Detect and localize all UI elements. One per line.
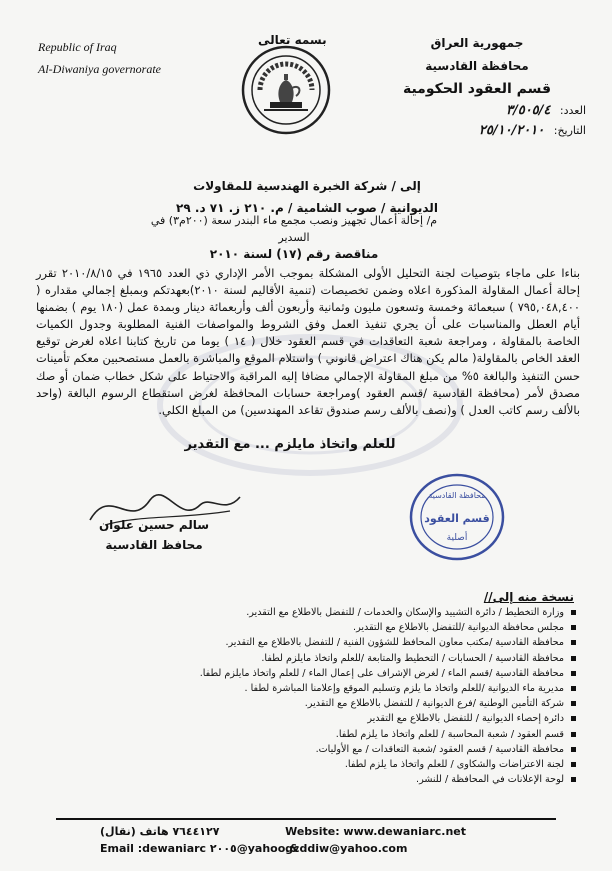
reference-date: [416, 121, 586, 141]
footer-email-secondary: gcddiw@yahoo.com: [285, 842, 408, 855]
recipient-company: إلى / شركة الخبرة الهندسية للمقاولات: [193, 179, 421, 193]
cc-item: قسم العقود / شعبة المحاسبة / للعلم واتخاذ ما يلزم لطفا.: [198, 727, 578, 742]
stamp-text-bottom: أصلية: [446, 533, 468, 543]
cc-heading: نسخة منه إلى//: [483, 590, 574, 604]
subject-block: [144, 212, 444, 263]
date-value: ٢٥/١٠/٢٠١٠: [478, 123, 545, 138]
subject-line: م/ إحالة أعمال تجهيز ونصب مجمع ماء البندر سعة (٢٠٠م٣) في السدير: [150, 214, 438, 244]
signer-block: [84, 515, 224, 555]
governorate-emblem: [240, 44, 332, 136]
cc-item: دائرة إحصاء الديوانية / للتفضل بالاطلاع مع التقدير: [198, 711, 578, 726]
header-arabic: [392, 32, 562, 101]
cc-item: مجلس محافظة الديوانية /للتفضل بالاطلاع مع التقدير.: [198, 620, 578, 635]
cc-item: محافظة القادسية / الحسابات / التخطيط والمتابعة /للعلم واتخاذ مايلزم لطفا.: [198, 651, 578, 666]
signer-title: محافظ القادسية: [105, 538, 203, 552]
date-label: التاريخ:: [553, 124, 586, 137]
english-country: Republic of Iraq: [38, 40, 117, 54]
cc-item: محافظة القادسية / قسم العقود /شعبة التعاقدات / مع الأوليات.: [198, 742, 578, 757]
footer-email: Email :dewaniarc ٢٠٠٥@yahoo.&: [100, 842, 300, 855]
header-english: [38, 36, 161, 80]
body-paragraph: بناءا على ماجاء بتوصيات لجنة التحليل الأولى المشكلة بموجب الأمر الإداري ذي العدد ١٩٦٥ في ٢٠١٠/٨/١٥ تقرر إحالة أعمال المقاولة المذكورة اعلاه وضمن تخصيصات (تنمية الأقاليم لسنة ٢٠١٠)بعهدتكم وبمبلغ إجمالي مقداره ( ٧٩٥,٠٤٨,٤٠٠ ) سبعمائة وخمسة وتسعون مليون وثمانية وأربعون ألف وأربعمائة دينار وبمدة عمل (١٨٠ يوم ) بضمنها أيام العطل والمناسبات على أن يجري تنفيذ العمل وفق الشروط والمواصفات الفنية المطلوبة وجدول الكميات الخاصة بالمقاولة ، ومراجعة شعبة التعاقدات في قسم العقود خلال ( ١٤ ) يوما من تاريخ كتابنا اعلاه لغرض توقيع العقد الخاص بالمقاولة( مالم يكن هناك اعتراض قانوني ) واستلام الموقع والمباشرة بالعمل مستصحبين معكم تأمينات حسن التنفيذ والبالغة ٥% من مبلغ المقاولة الإجمالي مضافا إليه المراقبة والاحتياط على شكل خطاب ضمان أو صك مصدق لأمر (محافظة القادسية /قسم العقود )ومراجعة حسابات المحافظة لغرض استقطاع الرسوم البالغة (واحد بالألف رسم كاتب العدل ) و(نصف بالألف رسم صندوق تقاعد المهندسين) من المبلغ الكلي.: [36, 266, 580, 417]
footer-left: [100, 823, 299, 857]
cc-item: شركة التأمين الوطنية /فرع الديوانية / للتفضل بالاطلاع مع التقدير.: [198, 696, 578, 711]
arabic-governorate: محافظة القادسية: [425, 59, 529, 73]
reference-block: [416, 101, 586, 141]
recipient-address: الديوانية / صوب الشامية / م. ٢١٠ ز. ٧١ د. ٢٩: [176, 201, 438, 215]
reference-value: ٣/٥٠٥/٤: [505, 103, 551, 118]
basmala: بسمه تعالى: [258, 33, 327, 47]
cc-item: مديرية ماء الديوانية /للعلم واتخاذ ما يلزم وتسليم الموقع وإعلامنا المباشرة لطفا .: [198, 681, 578, 696]
english-governorate: Al-Diwaniya governorate: [38, 62, 161, 76]
footer-divider: [56, 818, 556, 820]
stamp-text-top: محافظة القادسية: [428, 491, 486, 500]
cc-list: [198, 605, 578, 787]
cc-item: لجنة الاعتراضات والشكاوى / للعلم واتخاذ ما يلزم لطفا.: [198, 757, 578, 772]
footer-phone: ٧٦٤٤١٢٧ هاتف (نقال): [100, 825, 220, 838]
footer-website: Website: www.dewaniarc.net: [285, 825, 466, 838]
cc-item: محافظة القادسية /قسم الماء / لغرض الإشراف على إعمال الماء / للعلم واتخاذ مايلزم لطفا.: [198, 666, 578, 681]
reference-label: العدد:: [559, 104, 586, 117]
official-stamp: [408, 472, 506, 562]
signer-name: سالم حسين علوان: [98, 518, 210, 532]
cc-item: لوحة الإعلانات في المحافظة / للنشر.: [198, 772, 578, 787]
arabic-country: جمهورية العراق: [430, 36, 524, 50]
arabic-department: قسم العقود الحكومية: [402, 81, 552, 97]
cc-item: محافظة القادسية /مكتب معاون المحافظ للشؤون الفنية / للتفضل بالاطلاع مع التقدير.: [198, 635, 578, 650]
tender-number: مناقصة رقم (١٧) لسنة ٢٠١٠: [209, 247, 379, 261]
cc-item: وزارة التخطيط / دائرة التشييد والإسكان والخدمات / للتفضل بالاطلاع مع التقدير.: [198, 605, 578, 620]
reference-number: [416, 101, 586, 121]
footer-right: [285, 823, 466, 857]
stamp-text-mid: قسم العقود: [424, 512, 490, 525]
closing-line: للعلم واتخاذ مايلزم ... مع التقدير: [184, 437, 396, 452]
